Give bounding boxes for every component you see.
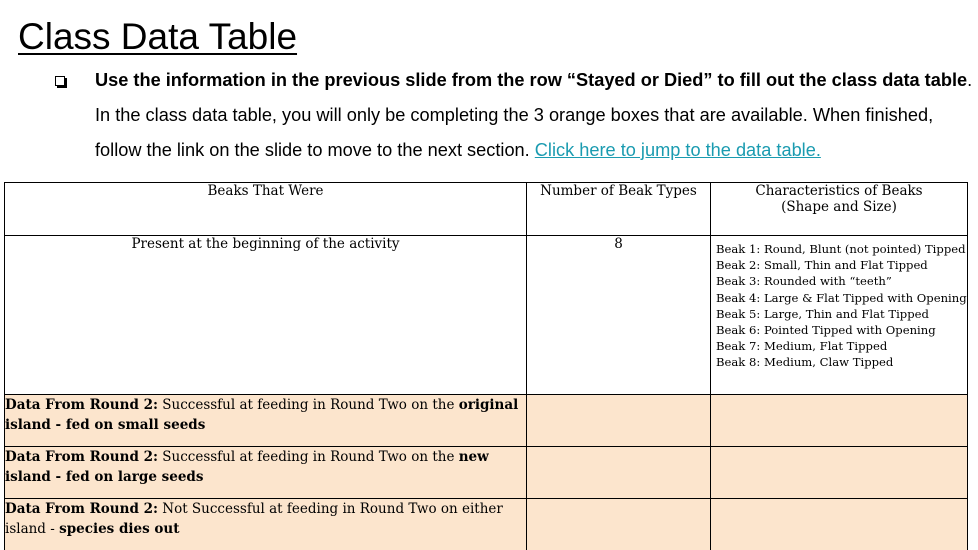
header-characteristics-line1: Characteristics of Beaks: [755, 183, 923, 199]
beak-item-4: Beak 4: Large & Flat Tipped with Opening: [716, 290, 967, 305]
round2-bold-tail: species dies out: [59, 521, 180, 537]
table-row-present: [5, 236, 968, 395]
table-row-round2-new-island: [5, 447, 968, 499]
round2-middle-text: Successful at feeding in Round Two on the: [157, 397, 459, 413]
header-number-of-beak-types: Number of Beak Types: [527, 183, 711, 236]
round2-new-island-label: [5, 447, 527, 499]
round2-middle-text: Successful at feeding in Round Two on the: [157, 449, 459, 465]
beak-list: [711, 236, 967, 371]
beak-item-3: Beak 3: Rounded with “teeth”: [716, 274, 892, 289]
round2-prefix: Data From Round 2:: [5, 449, 158, 465]
header-characteristics: [711, 183, 968, 236]
header-beaks-that-were: Beaks That Were: [5, 183, 527, 236]
round2-prefix: Data From Round 2:: [5, 397, 158, 413]
checkbox-bullet-icon: [55, 76, 65, 86]
beak-item-2: Beak 2: Small, Thin and Flat Tipped: [716, 258, 928, 273]
beak-item-1: Beak 1: Round, Blunt (not pointed) Tipped: [716, 242, 966, 256]
round2-middle-text: Not Successful at feeding in Round Two on either island -: [5, 501, 503, 537]
table-row-round2-original-island: [5, 395, 968, 447]
round2-bold-tail: original island - fed on small seeds: [5, 397, 519, 433]
jump-to-data-table-link[interactable]: Click here to jump to the data table.: [534, 140, 821, 160]
round2-original-island-label: [5, 395, 527, 447]
beak-item-5: Beak 5: Large, Thin and Flat Tipped: [716, 306, 929, 321]
beak-characteristics-cell: [711, 236, 968, 395]
instruction-text: [95, 63, 975, 168]
beak-item-6: Beak 6: Pointed Tipped with Opening: [716, 323, 936, 338]
orange-input-box-characteristics-2[interactable]: [711, 447, 968, 499]
orange-input-box-characteristics-1[interactable]: [711, 395, 968, 447]
present-label-cell: Present at the beginning of the activity: [5, 236, 527, 395]
beak-item-7: Beak 7: Medium, Flat Tipped: [716, 339, 888, 354]
header-characteristics-line2: (Shape and Size): [781, 199, 897, 215]
table-row-round2-dies-out: [5, 499, 968, 550]
orange-input-box-count-3[interactable]: [527, 499, 711, 550]
instruction-bold-text: Use the information in the previous slide from the row “Stayed or Died” to fill out the class data table: [95, 70, 968, 90]
beak-type-count-cell: 8: [527, 236, 711, 395]
instruction-body-text: . In the class data table, you will only be completing the 3 orange boxes that are available. When finished, follow the link on the slide to move to the next section.: [95, 70, 973, 160]
class-data-table: [4, 182, 968, 550]
orange-input-box-count-1[interactable]: [527, 395, 711, 447]
round2-bold-tail: new island - fed on large seeds: [5, 449, 489, 485]
orange-input-box-count-2[interactable]: [527, 447, 711, 499]
orange-input-box-characteristics-3[interactable]: [711, 499, 968, 550]
slide-title: Class Data Table: [18, 16, 298, 57]
table-header-row: [5, 183, 968, 236]
round2-dies-out-label: [5, 499, 527, 550]
round2-prefix: Data From Round 2:: [5, 501, 158, 517]
beak-item-8: Beak 8: Medium, Claw Tipped: [716, 355, 894, 370]
